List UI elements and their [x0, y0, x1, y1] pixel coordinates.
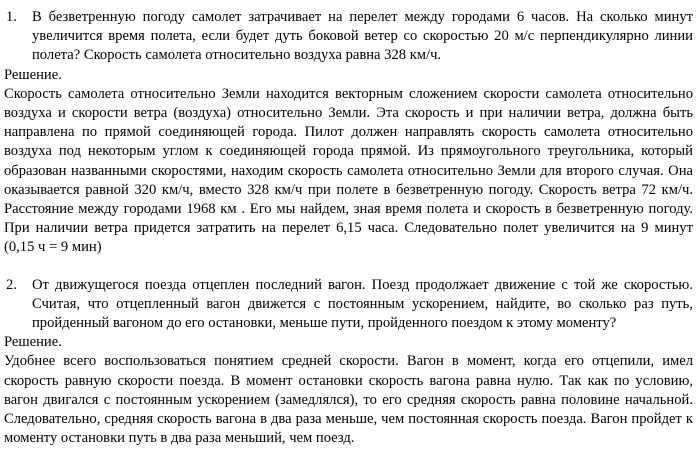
problem-1-text: В безветренную погоду самолет затрачивает на перелет между городами 6 часов. На сколько минут увеличится время полета, если будет дуть боковой ветер со скоростью 20 м/с перпендикулярно линии полета? Скорость самолета относительно воздуха равна 328 км/ч.: [32, 9, 693, 64]
problem-1-number: 1.: [6, 9, 17, 25]
problem-2-solution-text: Удобнее всего воспользоваться понятием средней скорости. Вагон в момент, когда его отцепили, имел скорость равную скорости поезда. В момент остановки скорость вагона равна нулю. Так как по условию, вагон двигался с постоянным ускорением (замедлялся), то его средняя скорость равна половине начальной. Следовательно, средняя скорость вагона в два раза меньше, чем постоянная скорость поезда. Вагон пройдет к моменту остановки путь в два раза меньший, чем поезд.: [4, 353, 693, 447]
section-spacer: [4, 258, 693, 276]
problem-2-statement: [4, 276, 693, 334]
problem-2-number: 2.: [6, 276, 17, 293]
problem-1-solution-label: Решение.: [4, 66, 62, 83]
problem-1-statement: [4, 8, 693, 66]
problem-2-text: От движущегося поезда отцеплен последний вагон. Поезд продолжает движение с той же скоростью. Считая, что отцепленный вагон движется с постоянным ускорением, найдите, во сколько раз путь, пройденный вагоном до его остановки, меньше пути, пройденного поездом к этому моменту?: [32, 276, 693, 332]
problem-1-solution-text: Скорость самолета относительно Земли находится векторным сложением скорости самолета относительно воздуха и скорости ветра (воздуха) относительно Земли. Эта скорость и при наличии ветра, должна быть направлена по прямой соединяющей города. Пилот должен направлять скорость самолета относительно воздуха под некоторым углом к соединяющей города прямой. Из прямоугольного треугольника, который образован названными скоростями, находим скорость самолета относительно Земли для второго случая. Она оказывается равной 320 км/ч, вместо 328 км/ч при полете в безветренную погоду. Скорость ветра 72 км/ч. Расстояние между городами 1968 км . Его мы найдем, зная время полета и скорость в безветренную погоду. При наличии ветра придется затратить на перелет 6,15 часа. Следовательно полет увеличится на 9 минут (0,15 ч = 9 мин): [4, 85, 693, 256]
problem-2-solution-label: Решение.: [4, 334, 62, 351]
document-page: [4, 8, 693, 448]
